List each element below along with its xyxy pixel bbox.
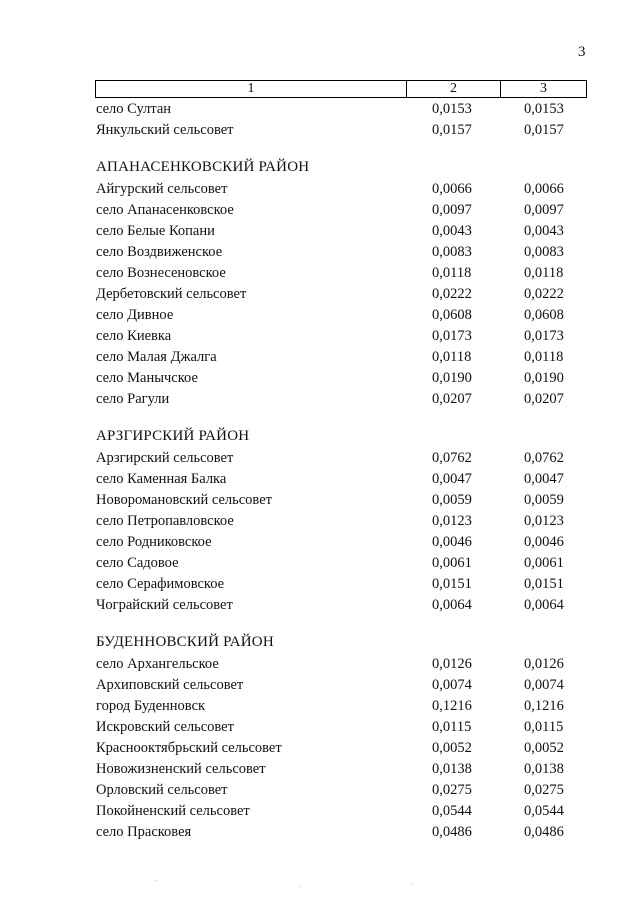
row-value-col2: 0,0123 xyxy=(432,513,472,529)
row-name: село Рагули xyxy=(96,391,170,407)
row-name: Айгурский сельсовет xyxy=(96,181,228,197)
header-col-2: 2 xyxy=(407,81,501,97)
row-value-col2: 0,0118 xyxy=(432,265,472,281)
row-name: село Родниковское xyxy=(96,534,212,550)
table-row xyxy=(0,389,640,410)
row-value-col2: 0,0173 xyxy=(432,328,472,344)
table-row xyxy=(0,696,640,717)
table-row xyxy=(0,179,640,200)
table-row xyxy=(0,511,640,532)
row-name: Краснооктябрьский сельсовет xyxy=(96,740,282,756)
table-row xyxy=(0,347,640,368)
row-name: село Петропавловское xyxy=(96,513,234,529)
row-value-col2: 0,0097 xyxy=(432,202,472,218)
page-number: 3 xyxy=(578,44,586,60)
row-name: село Дивное xyxy=(96,307,174,323)
table-row xyxy=(0,242,640,263)
row-value-col2: 0,0151 xyxy=(432,576,472,592)
scan-speck xyxy=(155,880,156,881)
row-name: село Апанасенковское xyxy=(96,202,234,218)
row-value-col2: 0,0064 xyxy=(432,597,472,613)
row-value-col3: 0,0190 xyxy=(524,370,564,386)
header-col-3: 3 xyxy=(540,81,547,96)
table-row xyxy=(0,738,640,759)
row-name: город Буденновск xyxy=(96,698,206,714)
table-row xyxy=(0,654,640,675)
row-value-col3: 0,0118 xyxy=(524,265,564,281)
row-name: Новоромановский сельсовет xyxy=(96,492,272,508)
row-value-col2: 0,0126 xyxy=(432,656,472,672)
table-body xyxy=(0,99,640,843)
row-value-col3: 0,1216 xyxy=(524,698,564,714)
table-row xyxy=(0,553,640,574)
table-row xyxy=(0,99,640,120)
section-gap xyxy=(0,410,640,425)
row-name: Дербетовский сельсовет xyxy=(96,286,247,302)
row-value-col3: 0,0157 xyxy=(524,122,564,138)
row-value-col3: 0,0608 xyxy=(524,307,564,323)
row-name: село Садовое xyxy=(96,555,179,571)
row-name: Покойненский сельсовет xyxy=(96,803,250,819)
row-name: село Воздвиженское xyxy=(96,244,223,260)
row-name: село Серафимовское xyxy=(96,576,225,592)
table-row xyxy=(0,759,640,780)
table-header xyxy=(95,80,587,98)
row-value-col3: 0,0074 xyxy=(524,677,564,693)
district-heading: АРЗГИРСКИЙ РАЙОН xyxy=(96,428,250,444)
table-row xyxy=(0,822,640,843)
row-name: Янкульский сельсовет xyxy=(96,122,234,138)
row-value-col3: 0,0123 xyxy=(524,513,564,529)
row-value-col3: 0,0066 xyxy=(524,181,564,197)
row-value-col2: 0,0059 xyxy=(432,492,472,508)
row-value-col2: 0,0047 xyxy=(432,471,472,487)
row-name: Архиповский сельсовет xyxy=(96,677,244,693)
table-row xyxy=(0,490,640,511)
row-value-col3: 0,0043 xyxy=(524,223,564,239)
table-row xyxy=(0,284,640,305)
row-value-col3: 0,0275 xyxy=(524,782,564,798)
row-value-col3: 0,0115 xyxy=(524,719,564,735)
row-value-col2: 0,0275 xyxy=(432,782,472,798)
row-value-col3: 0,0047 xyxy=(524,471,564,487)
table-row xyxy=(0,469,640,490)
row-value-col3: 0,0052 xyxy=(524,740,564,756)
row-value-col3: 0,0544 xyxy=(524,803,564,819)
row-value-col2: 0,0222 xyxy=(432,286,472,302)
row-value-col2: 0,0066 xyxy=(432,181,472,197)
table-row xyxy=(0,326,640,347)
row-value-col3: 0,0222 xyxy=(524,286,564,302)
row-value-col3: 0,0173 xyxy=(524,328,564,344)
table-row xyxy=(0,717,640,738)
row-value-col3: 0,0064 xyxy=(524,597,564,613)
table-row xyxy=(0,780,640,801)
row-value-col3: 0,0138 xyxy=(524,761,564,777)
table-row xyxy=(0,305,640,326)
section-gap xyxy=(0,616,640,631)
row-name: село Архангельское xyxy=(96,656,219,672)
row-value-col3: 0,0061 xyxy=(524,555,564,571)
table-row xyxy=(0,448,640,469)
row-value-col2: 0,0762 xyxy=(432,450,472,466)
table-row xyxy=(0,574,640,595)
row-value-col2: 0,0046 xyxy=(432,534,472,550)
row-value-col2: 0,0190 xyxy=(432,370,472,386)
row-value-col3: 0,0046 xyxy=(524,534,564,550)
row-value-col2: 0,0115 xyxy=(432,719,472,735)
row-name: село Белые Копани xyxy=(96,223,215,239)
row-name: Новожизненский сельсовет xyxy=(96,761,266,777)
row-value-col3: 0,0486 xyxy=(524,824,564,840)
row-value-col2: 0,0043 xyxy=(432,223,472,239)
row-name: село Малая Джалга xyxy=(96,349,217,365)
row-name: село Вознесеновское xyxy=(96,265,226,281)
row-name: село Киевка xyxy=(96,328,172,344)
row-value-col2: 0,0052 xyxy=(432,740,472,756)
table-row xyxy=(0,120,640,141)
table-row xyxy=(0,368,640,389)
row-value-col2: 0,0153 xyxy=(432,101,472,117)
row-name: Искровский сельсовет xyxy=(96,719,234,735)
row-value-col3: 0,0097 xyxy=(524,202,564,218)
scan-speck xyxy=(412,884,413,885)
row-value-col2: 0,0486 xyxy=(432,824,472,840)
row-name: село Манычское xyxy=(96,370,198,386)
header-col-1: 1 xyxy=(96,81,407,97)
row-value-col3: 0,0207 xyxy=(524,391,564,407)
row-value-col3: 0,0059 xyxy=(524,492,564,508)
section-gap xyxy=(0,141,640,156)
scan-speck xyxy=(300,886,301,887)
row-value-col2: 0,0118 xyxy=(432,349,472,365)
table-row xyxy=(0,200,640,221)
table-row xyxy=(0,801,640,822)
row-value-col3: 0,0083 xyxy=(524,244,564,260)
row-value-col2: 0,0608 xyxy=(432,307,472,323)
row-value-col2: 0,0061 xyxy=(432,555,472,571)
row-value-col2: 0,0138 xyxy=(432,761,472,777)
row-value-col2: 0,1216 xyxy=(432,698,472,714)
row-value-col3: 0,0126 xyxy=(524,656,564,672)
row-name: село Каменная Балка xyxy=(96,471,227,487)
row-value-col3: 0,0153 xyxy=(524,101,564,117)
row-value-col2: 0,0544 xyxy=(432,803,472,819)
row-name: Чограйский сельсовет xyxy=(96,597,233,613)
row-name: Орловский сельсовет xyxy=(96,782,228,798)
row-value-col2: 0,0157 xyxy=(432,122,472,138)
row-name: село Прасковея xyxy=(96,824,192,840)
row-value-col3: 0,0118 xyxy=(524,349,564,365)
row-value-col2: 0,0083 xyxy=(432,244,472,260)
row-name: село Султан xyxy=(96,101,172,117)
table-row xyxy=(0,595,640,616)
row-name: Арзгирский сельсовет xyxy=(96,450,234,466)
row-value-col2: 0,0074 xyxy=(432,677,472,693)
district-heading: АПАНАСЕНКОВСКИЙ РАЙОН xyxy=(96,159,310,175)
district-heading: БУДЕННОВСКИЙ РАЙОН xyxy=(96,634,274,650)
table-row xyxy=(0,221,640,242)
table-row xyxy=(0,263,640,284)
row-value-col3: 0,0762 xyxy=(524,450,564,466)
row-value-col3: 0,0151 xyxy=(524,576,564,592)
table-row xyxy=(0,532,640,553)
table-row xyxy=(0,675,640,696)
row-value-col2: 0,0207 xyxy=(432,391,472,407)
